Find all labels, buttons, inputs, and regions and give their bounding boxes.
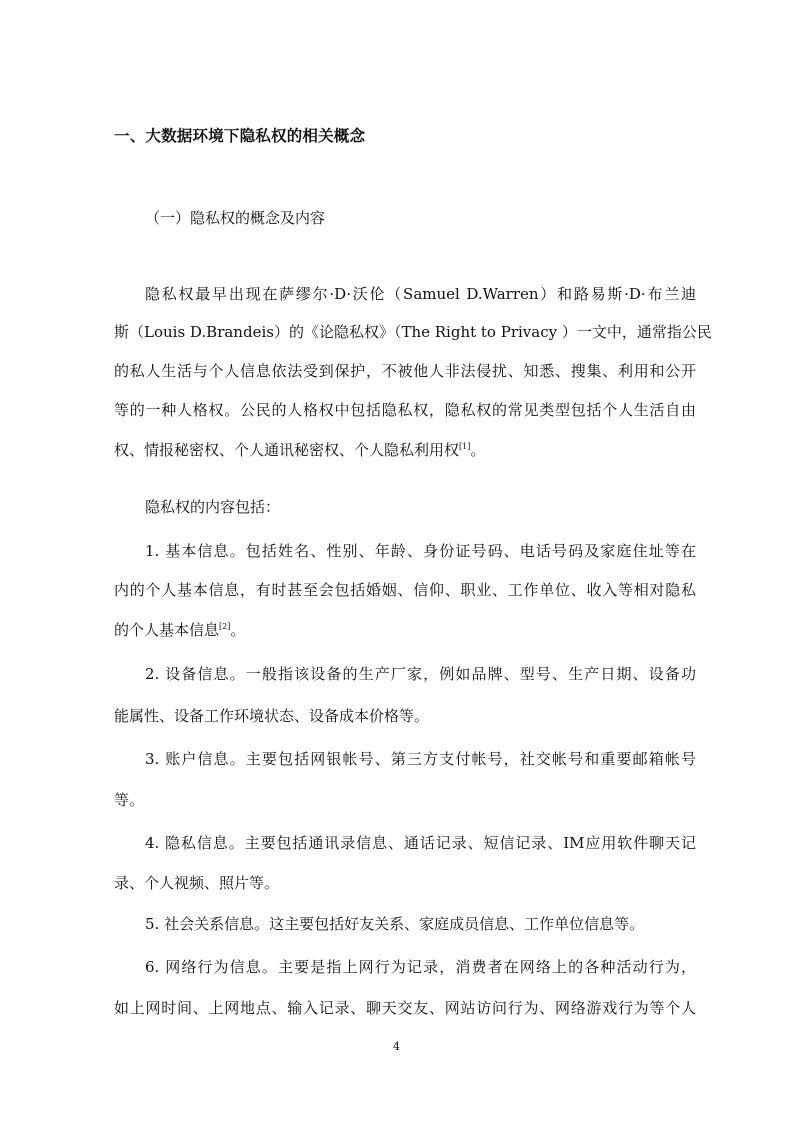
item4-line-2: 录、个人视频、照片等。	[114, 874, 280, 892]
intro-line-5-text: 权、情报秘密权、个人通讯秘密权、个人隐私利用权	[114, 441, 460, 459]
item4-line-1: 4. 隐私信息。主要包括通讯录信息、通话记录、短信记录、IM应用软件聊天记	[145, 834, 696, 852]
subsection-heading: （一）隐私权的概念及内容	[145, 209, 326, 227]
intro-line-5-end: 。	[470, 441, 486, 459]
item2-line-1: 2. 设备信息。一般指该设备的生产厂家，例如品牌、型号、生产日期、设备功	[145, 665, 696, 683]
intro-line-4: 等的一种人格权。公民的人格权中包括隐私权，隐私权的常见类型包括个人生活自由	[114, 401, 696, 419]
item1-line-3	[114, 620, 696, 640]
section-heading: 一、大数据环境下隐私权的相关概念	[114, 126, 366, 145]
contents-intro: 隐私权的内容包括：	[145, 498, 281, 516]
item1-line-3-text: 的个人基本信息	[114, 621, 220, 639]
intro-line-5	[114, 440, 696, 460]
intro-line-3: 的私人生活与个人信息依法受到保护，不被他人非法侵扰、知悉、搜集、利用和公开	[114, 362, 696, 380]
page-number: 4	[393, 1040, 400, 1053]
item3-line-1: 3. 账户信息。主要包括网银帐号、第三方支付帐号，社交帐号和重要邮箱帐号	[145, 750, 696, 768]
item5-line-1: 5. 社会关系信息。这主要包括好友关系、家庭成员信息、工作单位信息等。	[145, 915, 645, 933]
item1-line-1: 1. 基本信息。包括姓名、性别、年龄、身份证号码、电话号码及家庭住址等在	[145, 542, 696, 560]
item1-line-2: 内的个人基本信息，有时甚至会包括婚姻、信仰、职业、工作单位、收入等相对隐私	[114, 581, 696, 599]
citation-2: [2]	[219, 622, 231, 631]
item1-line-3-end: 。	[230, 621, 246, 639]
intro-line-2: 斯（Louis D.Brandeis）的《论隐私权》（The Right to Privacy ）一文中，通常指公民	[114, 323, 712, 341]
item2-line-2: 能属性、设备工作环境状态、设备成本价格等。	[114, 707, 430, 725]
intro-line-1: 隐私权最早出现在萨缪尔·D·沃伦（Samuel D.Warren）和路易斯·D·布兰迪	[145, 285, 696, 303]
item6-line-1: 6. 网络行为信息。主要是指上网行为记录，消费者在网络上的各种活动行为，	[145, 958, 696, 976]
citation-1: [1]	[459, 442, 471, 451]
item3-line-2: 等。	[114, 791, 145, 809]
item6-line-2: 如上网时间、上网地点、输入记录、聊天交友、网站访问行为、网络游戏行为等个人	[114, 999, 696, 1017]
